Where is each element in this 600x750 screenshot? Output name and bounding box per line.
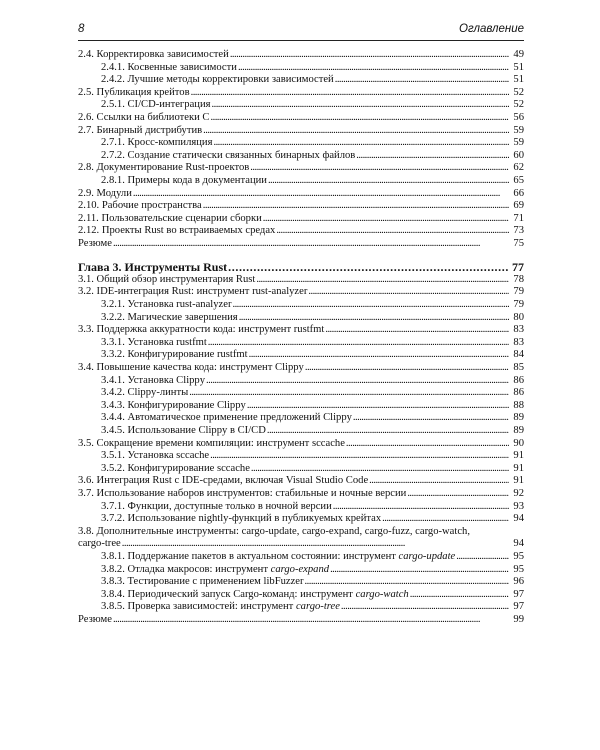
toc-entry-label — [101, 337, 207, 350]
toc-entry-text: 2.6. Ссылки на библиотеки С — [78, 111, 210, 123]
toc-entry-text: 2.11. Пользовательские сценарии сборки — [78, 212, 262, 224]
toc-entry-label-continued: cargo-tree — [78, 538, 121, 550]
toc-entry[interactable] — [78, 375, 524, 388]
toc-entry-label — [78, 614, 112, 627]
toc-entry-text: 3.4.1. Установка Clippy — [101, 374, 206, 386]
toc-entry-label — [78, 286, 307, 299]
toc-entry[interactable] — [78, 225, 524, 238]
toc-entry[interactable] — [78, 188, 524, 201]
toc-entry[interactable] — [78, 62, 524, 75]
toc-entry-text: 3.8.3. Тестирование с применением libFuzzer — [101, 576, 304, 588]
toc-page-number: 85 — [513, 362, 524, 374]
toc-page-number: 91 — [513, 475, 524, 487]
dot-leader — [256, 274, 509, 287]
toc-entry-label — [101, 425, 266, 438]
dot-leader — [251, 463, 509, 476]
toc-entry-text: 3.8.1. Поддержание пакетов в актуальном состоянии: инструмент — [101, 550, 399, 562]
toc-entry-text: 2.7. Бинарный дистрибутив — [78, 124, 203, 136]
toc-entry[interactable] — [78, 150, 524, 163]
dot-leader — [369, 475, 509, 488]
toc-entry-text: 3.3.2. Конфигурирование rustfmt — [101, 349, 248, 361]
toc-page-number: 73 — [513, 225, 524, 237]
toc-entry-text: 2.5.1. CI/CD-интеграция — [101, 99, 211, 111]
toc-page-number: 65 — [513, 174, 524, 186]
toc-entry-text: 2.9. Модули — [78, 187, 132, 199]
toc-entry[interactable] — [78, 324, 524, 337]
toc-page-number: 80 — [513, 311, 524, 323]
toc-entry[interactable] — [78, 337, 524, 350]
dot-leader — [341, 601, 509, 614]
dot-leader — [228, 261, 509, 274]
toc-page-number: 79 — [513, 286, 524, 298]
toc-entry[interactable] — [78, 589, 524, 602]
dot-leader — [268, 175, 509, 188]
toc-entry[interactable] — [78, 286, 524, 299]
toc-entry[interactable] — [78, 112, 524, 125]
dot-leader — [247, 400, 509, 413]
toc-entry[interactable] — [78, 238, 524, 251]
toc-page-number: 97 — [513, 588, 524, 600]
toc-entry-text: Глава 3. Инструменты Rust — [78, 259, 228, 274]
toc-entry-label — [101, 175, 267, 188]
toc-entry[interactable] — [78, 175, 524, 188]
toc-entry-label — [101, 312, 238, 325]
dot-leader — [211, 112, 510, 125]
dot-leader — [239, 312, 509, 325]
toc-entry-text: 3.8.2. Отладка макросов: инструмент — [101, 563, 271, 575]
toc-entry-text: Резюме — [78, 237, 112, 249]
toc-entry[interactable] — [78, 87, 524, 100]
toc-entry-text: 2.8.1. Примеры кода в документации — [101, 174, 267, 186]
toc-entry-label — [101, 501, 332, 514]
toc-entry-text: 3.4.2. Clippy-линты — [101, 387, 189, 399]
dot-leader — [210, 450, 509, 463]
toc-page-number: 52 — [513, 86, 524, 98]
toc-entry-text: 2.8. Документирование Rust-проектов — [78, 162, 250, 174]
toc-entry[interactable] — [78, 99, 524, 112]
toc-entry[interactable] — [78, 162, 524, 175]
toc-entry-text: 2.4. Корректировка зависимостей — [78, 49, 229, 60]
toc-page-number: 86 — [513, 374, 524, 386]
toc-entry[interactable] — [78, 425, 524, 438]
toc-entry-label — [101, 299, 231, 312]
dot-leader — [267, 425, 509, 438]
toc-entry[interactable] — [78, 614, 524, 627]
toc-entry-label — [101, 513, 381, 526]
toc-page-number: 86 — [513, 387, 524, 399]
dot-leader — [203, 125, 509, 138]
dot-leader — [346, 438, 509, 451]
toc-entry-label — [78, 475, 368, 488]
toc-page-number: 83 — [513, 336, 524, 348]
dot-leader — [189, 387, 509, 400]
toc-page-number: 89 — [513, 425, 524, 437]
toc-entry-label — [78, 125, 202, 138]
toc-entry[interactable] — [78, 49, 524, 62]
toc-entry-label — [101, 99, 211, 112]
toc-page-number: 52 — [513, 99, 524, 111]
dot-leader — [356, 150, 509, 163]
toc-entry-label — [101, 412, 352, 425]
toc-entry-label — [78, 324, 324, 337]
toc-entry[interactable] — [78, 564, 524, 577]
toc-entry-label — [101, 349, 248, 362]
toc-page-number: 95 — [513, 550, 524, 562]
toc-page-number: 56 — [513, 111, 524, 123]
toc-page-number: 93 — [513, 500, 524, 512]
dot-leader — [249, 349, 509, 362]
dot-leader — [382, 513, 509, 526]
dot-leader — [456, 551, 509, 564]
toc-page-number: 88 — [513, 399, 524, 411]
dot-leader — [276, 225, 509, 238]
toc-entry-text: 2.7.1. Кросс-компиляция — [101, 137, 213, 149]
dot-leader — [238, 62, 509, 75]
toc-entry[interactable] — [78, 438, 524, 451]
toc-page-number: 59 — [513, 137, 524, 149]
toc-entry-text: 3.5.1. Установка sccache — [101, 450, 210, 462]
toc-entry-label — [101, 375, 205, 388]
toc-page-number: 66 — [513, 187, 524, 199]
dot-leader — [308, 286, 509, 299]
toc-entry-text: 2.10. Рабочие пространства — [78, 200, 202, 212]
toc-entry-text: 3.8.4. Периодический запуск Cargo-команд: инструмент — [101, 588, 356, 600]
dot-leader — [353, 412, 509, 425]
toc-entry-text: 3.6. Интеграция Rust с IDE-средами, включая Visual Studio Code — [78, 475, 369, 487]
toc-page-number: 95 — [513, 563, 524, 575]
toc-page-number: 94 — [513, 513, 524, 525]
toc-entry-label — [78, 188, 132, 201]
toc-entry-tool-name: cargo-update — [398, 550, 456, 562]
dot-leader — [212, 99, 510, 112]
toc-entry-label — [101, 576, 304, 589]
toc-chapter-heading[interactable] — [78, 261, 524, 274]
toc-entry-label — [101, 564, 329, 577]
dot-leader — [305, 576, 509, 589]
toc-entry-text: 3.7. Использование наборов инструментов: стабильные и ночные версии — [78, 487, 407, 499]
dot-leader — [113, 614, 509, 627]
toc-entry-text: 3.4.3. Конфигурирование Clippy — [101, 399, 246, 411]
toc-entry[interactable] — [78, 576, 524, 589]
toc-entry-text: 3.3. Поддержка аккуратности кода: инструмент rustfmt — [78, 324, 325, 336]
toc-entry-continuation — [78, 538, 524, 551]
toc-entry[interactable] — [78, 125, 524, 138]
toc-entry-label — [101, 450, 209, 463]
toc-page-number: 91 — [513, 462, 524, 474]
page-number: 8 — [78, 23, 85, 35]
toc-entry[interactable] — [78, 526, 524, 551]
toc-entry-label — [101, 601, 340, 614]
toc-page-number: 78 — [513, 273, 524, 285]
toc-entry-text: 2.5. Публикация крейтов — [78, 86, 190, 98]
toc-entry-tool-name: cargo-tree — [295, 601, 340, 613]
toc-entry-text: 3.7.1. Функции, доступные только в ночной версии — [101, 500, 332, 512]
toc-entry-label: 3.8. Дополнительные инструменты: cargo-update, cargo-expand, cargo-fuzz, cargo-watch, — [78, 525, 470, 537]
toc-page-number: 94 — [513, 538, 524, 550]
toc-entry-text: 3.2.1. Установка rust-analyzer — [101, 299, 232, 311]
toc-entry-text: 3.4.4. Автоматическое применение предложений Clippy — [101, 412, 352, 424]
toc-entry-label — [78, 87, 190, 100]
toc-entry-text: 3.2.2. Магические завершения — [101, 311, 238, 323]
toc-entry-label — [78, 488, 406, 501]
toc-entry-label — [78, 200, 202, 213]
dot-leader — [335, 74, 509, 87]
toc-page-number: 97 — [513, 601, 524, 613]
toc-page-number: 62 — [513, 162, 524, 174]
toc-entry-label — [78, 162, 249, 175]
toc-entry[interactable] — [78, 551, 524, 564]
running-title: Оглавление — [459, 23, 524, 35]
toc-entry[interactable] — [78, 362, 524, 375]
toc-page-number: 49 — [513, 49, 524, 60]
toc-page-number: 96 — [513, 576, 524, 588]
toc-page-number: 84 — [513, 349, 524, 361]
toc-entry[interactable] — [78, 450, 524, 463]
toc-entry-text: 2.4.2. Лучшие методы корректировки зависимостей — [101, 74, 334, 86]
toc-entry[interactable] — [78, 213, 524, 226]
toc-entry-label — [78, 49, 229, 62]
toc-entry[interactable] — [78, 200, 524, 213]
toc-entry[interactable] — [78, 400, 524, 413]
toc-page-number: 69 — [513, 200, 524, 212]
toc-entry-text: 3.4. Повышение качества кода: инструмент Clippy — [78, 362, 304, 374]
toc-entry-text: 2.12. Проекты Rust во встраиваемых средах — [78, 225, 276, 237]
toc-entry-label — [78, 261, 227, 274]
dot-leader — [213, 137, 509, 150]
dot-leader — [230, 49, 509, 62]
dot-leader — [122, 538, 509, 551]
toc-entry[interactable] — [78, 412, 524, 425]
toc-entry-label — [78, 238, 112, 251]
dot-leader — [305, 362, 509, 375]
toc-page-number: 83 — [513, 324, 524, 336]
toc-page-number: 90 — [513, 437, 524, 449]
toc-entry-text: 3.5.2. Конфигурирование sccache — [101, 462, 250, 474]
dot-leader — [325, 324, 509, 337]
toc-entry-label — [101, 400, 246, 413]
toc-entry-text: 3.2. IDE-интеграция Rust: инструмент rust-analyzer — [78, 286, 308, 298]
toc-entry[interactable] — [78, 463, 524, 476]
toc-entry-tool-name: cargo-watch — [355, 588, 409, 600]
toc-entry[interactable] — [78, 274, 524, 287]
dot-leader — [208, 337, 509, 350]
toc-entry-label — [101, 463, 250, 476]
toc-page-number: 51 — [513, 61, 524, 73]
toc-page-number: 60 — [513, 149, 524, 161]
toc-page-number: 51 — [513, 74, 524, 86]
toc-entry[interactable] — [78, 513, 524, 526]
toc-entry-text: 3.1. Общий обзор инструментария Rust — [78, 273, 256, 285]
toc-page-number: 99 — [513, 613, 524, 625]
toc-entry[interactable] — [78, 349, 524, 362]
dot-leader — [206, 375, 509, 388]
toc-entry-label — [78, 213, 262, 226]
toc-entry-label — [78, 362, 304, 375]
toc-entry-label — [101, 137, 212, 150]
toc-entry-text: 2.7.2. Создание статически связанных бинарных файлов — [101, 149, 356, 161]
dot-leader — [232, 299, 509, 312]
dot-leader — [333, 501, 509, 514]
toc-page-number: 75 — [513, 237, 524, 249]
toc-entry-text: Резюме — [78, 613, 112, 625]
dot-leader — [203, 200, 509, 213]
toc-page-number: 92 — [513, 487, 524, 499]
dot-leader — [263, 213, 509, 226]
toc-entry-text: 3.7.2. Использование nightly-функций в публикуемых крейтах — [101, 513, 382, 525]
dot-leader — [191, 87, 509, 100]
toc-entry[interactable] — [78, 299, 524, 312]
book-page — [78, 22, 524, 625]
toc-entry-text: 3.8.5. Проверка зависимостей: инструмент — [101, 601, 296, 613]
dot-leader — [410, 589, 509, 602]
toc-entry[interactable] — [78, 501, 524, 514]
toc-entry-text: 3.4.5. Использование Clippy в CI/CD — [101, 425, 266, 437]
toc-page-number: 77 — [512, 259, 524, 274]
toc-page-number: 79 — [513, 299, 524, 311]
toc-entry-label — [101, 74, 334, 87]
toc-entry[interactable] — [78, 475, 524, 488]
table-of-contents — [78, 49, 524, 627]
toc-entry-label — [101, 387, 188, 400]
running-header — [78, 22, 524, 41]
toc-entry-text: 2.4.1. Косвенные зависимости — [101, 61, 237, 73]
toc-entry-label — [78, 274, 255, 287]
toc-entry-label — [101, 589, 409, 602]
toc-entry[interactable] — [78, 387, 524, 400]
toc-entry-label — [78, 438, 345, 451]
toc-entry-tool-name: cargo-expand — [270, 563, 330, 575]
dot-leader — [330, 564, 509, 577]
toc-entry[interactable] — [78, 601, 524, 614]
toc-entry-label — [101, 551, 455, 564]
toc-entry[interactable] — [78, 74, 524, 87]
toc-page-number: 59 — [513, 124, 524, 136]
toc-entry[interactable] — [78, 137, 524, 150]
toc-entry-label — [78, 112, 210, 125]
dot-leader — [133, 188, 509, 201]
toc-entry-text: 3.3.1. Установка rustfmt — [101, 336, 207, 348]
toc-entry-label — [101, 62, 237, 75]
toc-entry-label — [101, 150, 355, 163]
toc-entry-text: 3.5. Сокращение времени компиляции: инструмент sccache — [78, 437, 345, 449]
toc-page-number: 89 — [513, 412, 524, 424]
dot-leader — [113, 238, 509, 251]
toc-entry[interactable] — [78, 312, 524, 325]
toc-page-number: 71 — [513, 212, 524, 224]
toc-entry[interactable] — [78, 488, 524, 501]
dot-leader — [407, 488, 509, 501]
toc-entry-label — [78, 225, 275, 238]
toc-page-number: 91 — [513, 450, 524, 462]
dot-leader — [250, 162, 509, 175]
